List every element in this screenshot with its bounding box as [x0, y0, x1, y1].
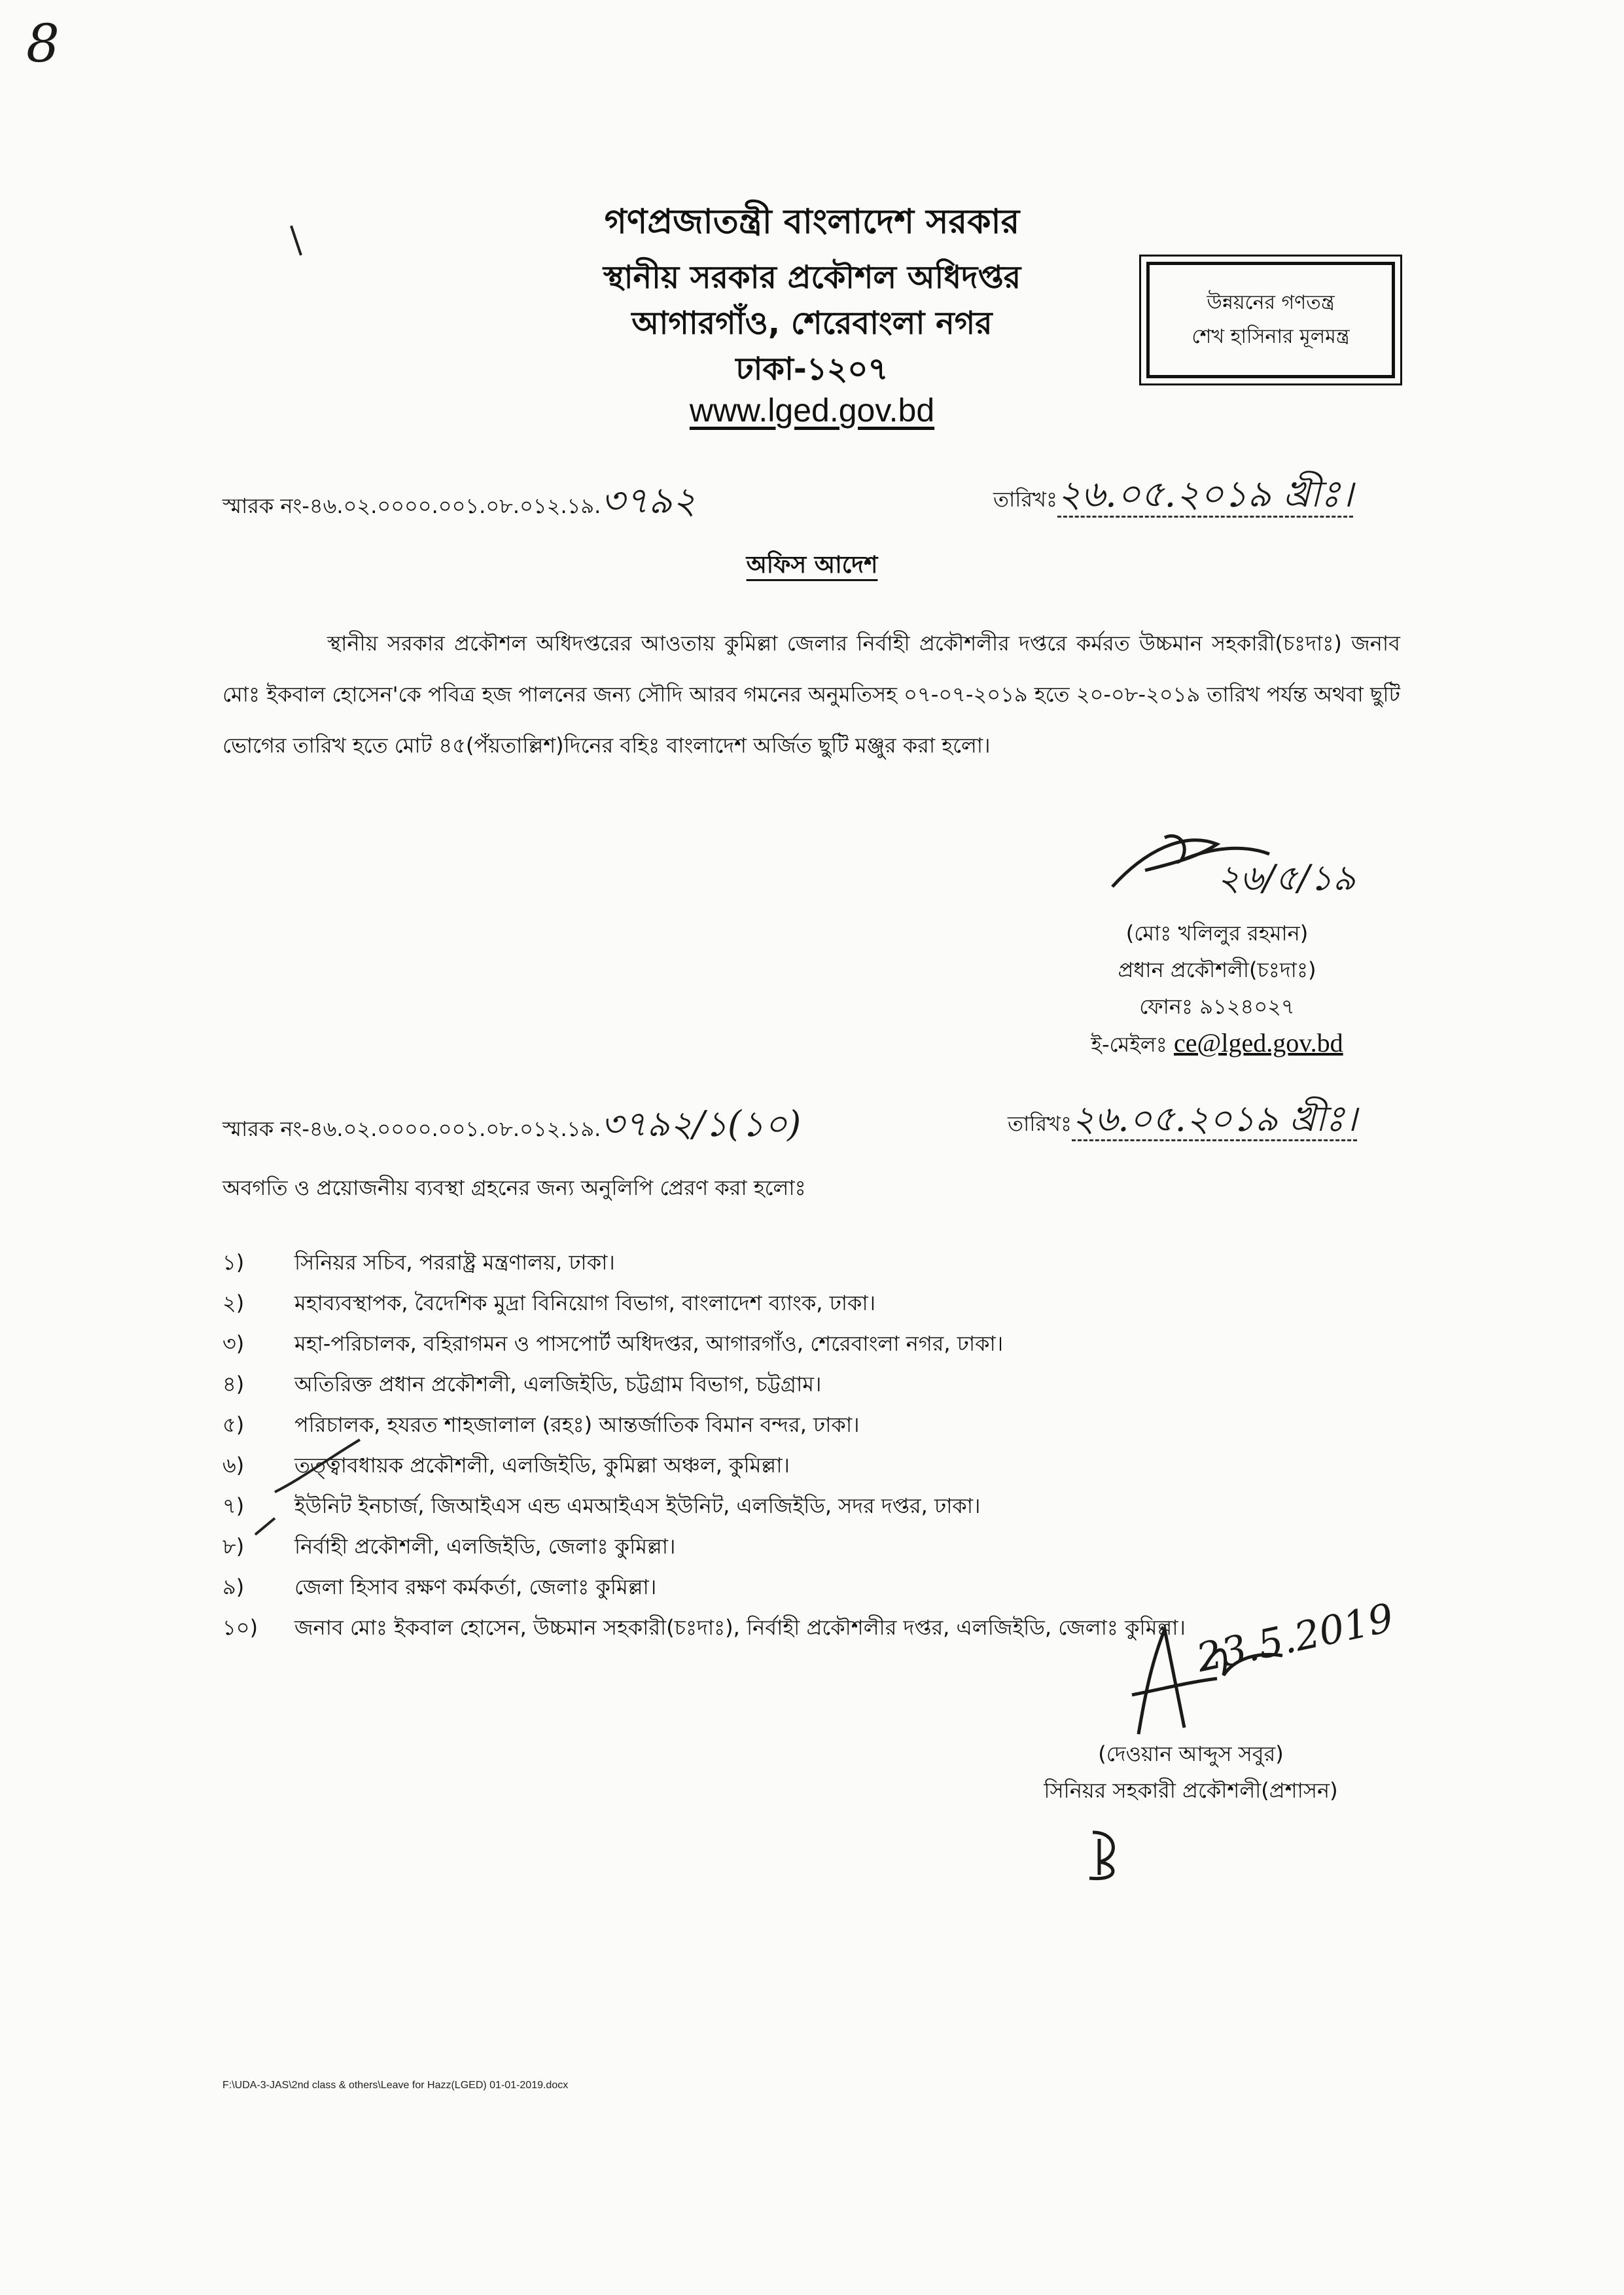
memo-1-date: [993, 466, 1353, 527]
memo-2-handwritten-number: ৩৭৯২/১(১০): [601, 1103, 802, 1145]
signatory-1-email-label: ই-মেইলঃ: [1091, 1032, 1174, 1057]
slogan-line-1: উন্নয়নের গণতন্ত্র: [1207, 291, 1335, 314]
memo-1-date-label: তারিখঃ: [993, 487, 1058, 512]
cc-item-text: ইউনিট ইনচার্জ, জিআইএস এন্ড এমআইএস ইউনিট, এলজিইডি, সদর দপ্তর, ঢাকা।: [294, 1493, 981, 1518]
cc-item-number: ৪): [222, 1372, 245, 1397]
cc-item-text: তত্ত্বাবধায়ক প্রকৌশলী, এলজিইডি, কুমিল্লা অঞ্চল, কুমিল্লা।: [294, 1453, 790, 1478]
signatory-1-email: [1034, 1025, 1400, 1063]
cc-item-number: ১): [222, 1250, 245, 1275]
cc-item: [222, 1527, 1466, 1568]
cc-item: [222, 1406, 1466, 1446]
cc-item: [222, 1243, 1466, 1284]
cc-item-text: মহাব্যবস্থাপক, বৈদেশিক মুদ্রা বিনিয়োগ বিভাগ, বাংলাদেশ ব্যাংক, ঢাকা।: [294, 1290, 876, 1315]
signatory-1-block: [1034, 915, 1400, 1063]
cc-item-number: ৮): [222, 1534, 245, 1559]
cc-item-text: অতিরিক্ত প্রধান প্রকৌশলী, এলজিইডি, চট্টগ্রাম বিভাগ, চট্টগ্রাম।: [294, 1372, 822, 1397]
pen-check-mark: [249, 1420, 366, 1538]
cc-item: [222, 1487, 1466, 1527]
cc-item-number: ২): [222, 1290, 245, 1315]
order-title: অফিস আদেশ: [746, 552, 878, 578]
cc-item: [222, 1284, 1466, 1325]
cc-list: [222, 1243, 1466, 1649]
cc-item-text: জনাব মোঃ ইকবাল হোসেন, উচ্চমান সহকারী(চঃদাঃ), নির্বাহী প্রকৌশলীর দপ্তর, এলজিইডি, জেলাঃ কুমিল্লা।: [294, 1615, 1186, 1640]
memo-1: [222, 472, 696, 534]
signatory-1-phone: ফোনঃ ৯১২৪০২৭: [1139, 994, 1295, 1019]
cc-item-text: সিনিয়র সচিব, পররাষ্ট্র মন্ত্রণালয়, ঢাকা।: [294, 1250, 615, 1275]
signature-1-date: ২৬/৫/১৯: [1217, 857, 1356, 898]
signatory-1-designation: প্রধান প্রকৌশলী(চঃদাঃ): [1118, 957, 1316, 982]
cc-item-text: জেলা হিসাব রক্ষণ কর্মকর্তা, জেলাঃ কুমিল্লা।: [294, 1574, 657, 1599]
slogan-box: [1146, 262, 1395, 378]
memo-1-label: স্মারক নং-৪৬.০২.০০০০.০০১.০৮.০১২.১৯.: [222, 493, 601, 518]
memo-2: [222, 1097, 801, 1156]
cc-item-text: নির্বাহী প্রকৌশলী, এলজিইডি, জেলাঃ কুমিল্লা।: [294, 1534, 676, 1559]
cc-item-text: মহা-পরিচালক, বহিরাগমন ও পাসপোর্ট অধিদপ্তর, আগারগাঁও, শেরেবাংলা নগর, ঢাকা।: [294, 1331, 1004, 1356]
initial-mark: [1080, 1826, 1132, 1885]
footer-file-path: F:\UDA-3-JAS\2nd class & others\Leave for Hazz(LGED) 01-01-2019.docx: [222, 2080, 569, 2091]
cc-item-text: পরিচালক, হযরত শাহজালাল (রহঃ) আন্তর্জাতিক বিমান বন্দর, ঢাকা।: [294, 1412, 860, 1437]
header-city: ঢাকা-১২০৭: [735, 351, 889, 387]
signatory-1-name: (মোঃ খলিলুর রহমান): [1125, 921, 1309, 946]
header-website[interactable]: www.lged.gov.bd: [689, 392, 935, 429]
cc-item-number: ৯): [222, 1574, 245, 1599]
order-body: স্থানীয় সরকার প্রকৌশল অধিদপ্তরের আওতায় কুমিল্লা জেলার নির্বাহী প্রকৌশলীর দপ্তরে কর্মরত উচ্চমান সহকারী(চঃদাঃ) জনাব মোঃ ইকবাল হোসেন'কে পবিত্র হজ পালনের জন্য সৌদি আরব গমনের অনুমতিসহ ০৭-০৭-২০১৯ হতে ২০-০৮-২০১৯ তারিখ পর্যন্ত অথবা ছুটি ভোগের তারিখ হতে মোট ৪৫(পঁয়তাল্লিশ)দিনের বহিঃ বাংলাদেশ অর্জিত ছুটি মঞ্জুর করা হলো।: [222, 631, 1400, 758]
cc-item: [222, 1325, 1466, 1365]
cc-intro: অবগতি ও প্রয়োজনীয় ব্যবস্থা গ্রহনের জন্য অনুলিপি প্রেরণ করা হলোঃ: [222, 1175, 806, 1200]
memo-2-date: [1008, 1092, 1357, 1150]
cc-item-number: ৩): [222, 1331, 245, 1356]
cc-item-number: ৬): [222, 1453, 245, 1478]
signature-2-date: 23.5.2019: [1192, 1595, 1398, 1682]
header-department: স্থানীয় সরকার প্রকৌশল অধিদপ্তর: [603, 259, 1021, 296]
slogan-line-2: শেখ হাসিনার মূলমন্ত্র: [1192, 325, 1350, 348]
signatory-2-designation: সিনিয়র সহকারী প্রকৌশলী(প্রশাসন): [1044, 1778, 1338, 1803]
cc-item-number: ১০): [222, 1615, 258, 1640]
header-govt: গণপ্রজাতন্ত্রী বাংলাদেশ সরকার: [604, 202, 1020, 241]
memo-1-handwritten-number: ৩৭৯২: [601, 480, 696, 522]
header-address: আগারগাঁও, শেরেবাংলা নগর: [631, 305, 993, 342]
cc-item: [222, 1365, 1466, 1406]
cc-item: [222, 1446, 1466, 1487]
page-number-mark: 8: [26, 13, 60, 74]
signatory-1-email-link[interactable]: ce@lged.gov.bd: [1174, 1028, 1343, 1058]
memo-2-date-label: তারিখঃ: [1008, 1111, 1072, 1136]
cc-item: [222, 1568, 1466, 1609]
memo-1-handwritten-date: ২৬.০৫.২০১৯ খ্রীঃ।: [1057, 473, 1353, 518]
signatory-2-name: (দেওয়ান আব্দুস সবুর): [1098, 1741, 1284, 1766]
memo-2-label: স্মারক নং-৪৬.০২.০০০০.০০১.০৮.০১২.১৯.: [222, 1116, 601, 1141]
cc-item-number: ৭): [222, 1493, 245, 1518]
signatory-2-block: [955, 1735, 1426, 1809]
memo-2-handwritten-date: ২৬.০৫.২০১৯ খ্রীঃ।: [1072, 1098, 1357, 1141]
cc-item-number: ৫): [222, 1412, 245, 1437]
